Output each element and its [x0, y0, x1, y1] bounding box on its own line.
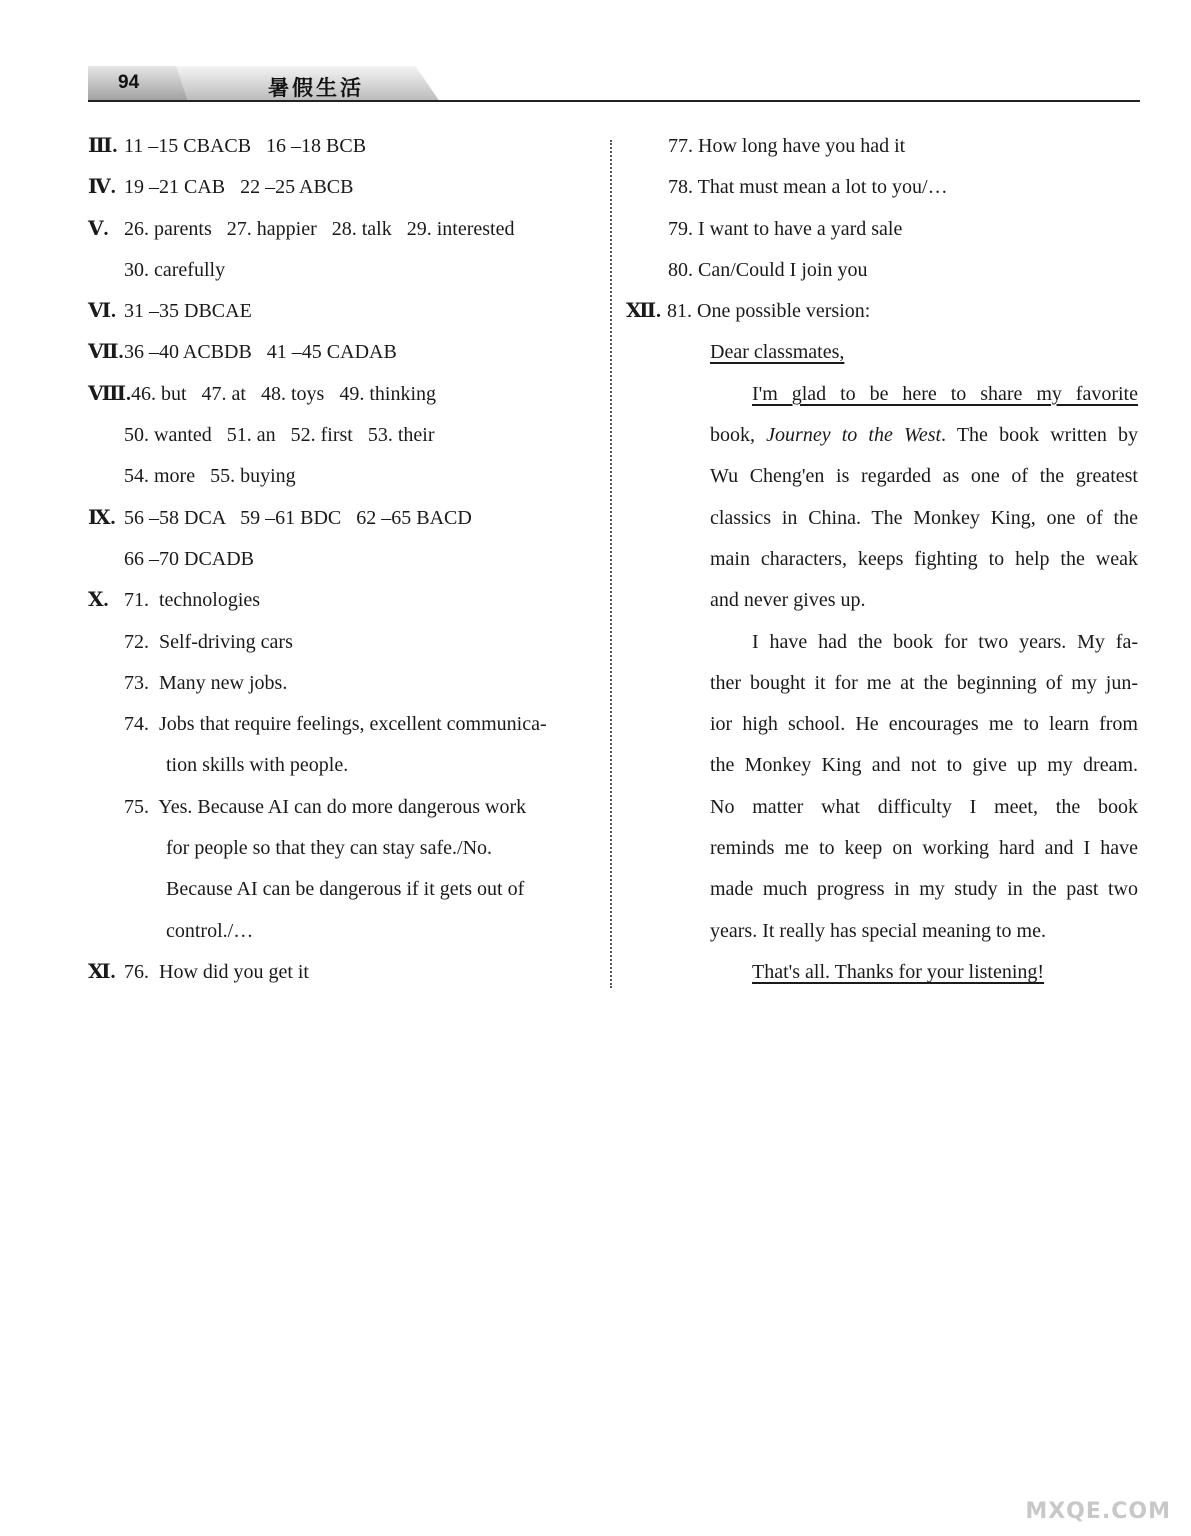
- answer-line: [88, 415, 598, 456]
- answer-line: [88, 332, 598, 373]
- essay-line: main characters, keeps fighting to help the weak: [710, 547, 1138, 570]
- section-roman: Ⅵ.: [88, 300, 116, 323]
- answer-line: [88, 952, 598, 993]
- answer-line: [88, 580, 598, 621]
- page-number: 94: [118, 72, 140, 93]
- answer-text: 56 –58 DCA 59 –61 BDC 62 –65 BACD: [124, 506, 472, 529]
- essay-line: ior high school. He encourages me to learn from: [710, 713, 1138, 736]
- essay-line: Wu Cheng'en is regarded as one of the greatest: [710, 465, 1138, 488]
- answer-line: [88, 456, 598, 497]
- essay-line: years. It really has special meaning to me.: [710, 919, 1046, 942]
- left-column: [88, 126, 598, 993]
- section-roman: Ⅴ.: [88, 217, 109, 240]
- section-roman: Ⅳ.: [88, 176, 116, 199]
- answer-line: [88, 209, 598, 250]
- answer-line: [88, 374, 598, 415]
- essay-line: made much progress in my study in the past two: [710, 878, 1138, 901]
- essay-line: reminds me to keep on working hard and I have: [710, 837, 1138, 860]
- answer-line: [88, 787, 598, 828]
- section-roman: Ⅷ.: [88, 382, 131, 405]
- essay-line: and never gives up.: [710, 589, 866, 612]
- answer-text: for people so that they can stay safe./No.: [166, 837, 493, 860]
- answer-line: 77. How long have you had it: [668, 135, 906, 157]
- answer-line: [88, 539, 598, 580]
- answer-line: [88, 704, 598, 745]
- answer-text: 74. Jobs that require feelings, excellent communica-: [124, 713, 547, 736]
- answer-line: [88, 911, 598, 952]
- essay-line: ther bought it for me at the beginning of my jun-: [710, 671, 1138, 694]
- book-name: Journey to the West: [766, 424, 942, 447]
- essay-line: No matter what difficulty I meet, the book: [710, 795, 1138, 818]
- answer-text: 31 –35 DBCAE: [124, 300, 252, 323]
- answer-text: 26. parents 27. happier 28. talk 29. interested: [124, 217, 515, 240]
- answer-text: 30. carefully: [124, 258, 226, 281]
- section-roman: Ⅶ.: [88, 341, 124, 364]
- section-roman: Ⅻ.: [626, 300, 662, 323]
- answer-line: [88, 663, 598, 704]
- answer-text: 36 –40 ACBDB 41 –45 CADAB: [124, 341, 397, 364]
- answer-text: 54. more 55. buying: [124, 465, 296, 488]
- section-roman: Ⅲ.: [88, 135, 118, 157]
- answer-line: 78. That must mean a lot to you/…: [668, 176, 948, 199]
- answer-line: [88, 291, 598, 332]
- answer-text: Because AI can be dangerous if it gets out of: [166, 878, 525, 901]
- section-roman: Ⅹ.: [88, 589, 109, 612]
- header-rule: [88, 100, 1140, 102]
- answer-text: 75. Yes. Because AI can do more dangerous work: [124, 795, 527, 818]
- book-title: 暑假生活: [268, 76, 364, 100]
- right-column: [626, 126, 1138, 993]
- answer-text: 50. wanted 51. an 52. first 53. their: [124, 424, 435, 447]
- essay-line: book, Journey to the West. The book written by: [710, 424, 1139, 447]
- section-roman: Ⅸ.: [88, 506, 116, 529]
- section-heading: [626, 291, 1138, 332]
- greeting: Dear classmates,: [710, 341, 845, 364]
- answer-line: [88, 250, 598, 291]
- answer-line: [88, 167, 598, 208]
- column-divider: [610, 140, 612, 988]
- answer-text: 66 –70 DCADB: [124, 547, 255, 570]
- answer-text: 73. Many new jobs.: [124, 671, 288, 694]
- closing-line: That's all. Thanks for your listening!: [752, 960, 1045, 983]
- essay-line: the Monkey King and not to give up my dream.: [710, 754, 1138, 777]
- answer-text: 72. Self-driving cars: [124, 630, 293, 653]
- watermark-logo: MXQE.COM: [1025, 1499, 1171, 1524]
- section-roman: Ⅺ.: [88, 960, 116, 983]
- answer-line: [88, 869, 598, 910]
- answer-line: [88, 745, 598, 786]
- answer-text: 11 –15 CBACB 16 –18 BCB: [124, 135, 367, 157]
- answer-line: [88, 622, 598, 663]
- answer-line: [88, 828, 598, 869]
- answer-text: control./…: [166, 919, 254, 942]
- answer-text: 71. technologies: [124, 589, 261, 612]
- essay-line: I have had the book for two years. My fa-: [752, 630, 1138, 653]
- answer-text: tion skills with people.: [166, 754, 349, 777]
- answer-line: 79. I want to have a yard sale: [668, 217, 903, 240]
- section-text: 81. One possible version:: [667, 300, 871, 323]
- answer-text: 19 –21 CAB 22 –25 ABCB: [124, 176, 354, 199]
- answer-line: 80. Can/Could I join you: [668, 258, 868, 281]
- answer-line: [88, 498, 598, 539]
- essay-line: I'm glad to be here to share my favorite: [752, 382, 1138, 405]
- page-header: [88, 62, 1140, 107]
- answer-text: 46. but 47. at 48. toys 49. thinking: [131, 382, 436, 405]
- answer-text: 76. How did you get it: [124, 960, 309, 983]
- answer-line: [88, 126, 598, 167]
- essay-line: classics in China. The Monkey King, one of the: [710, 506, 1138, 529]
